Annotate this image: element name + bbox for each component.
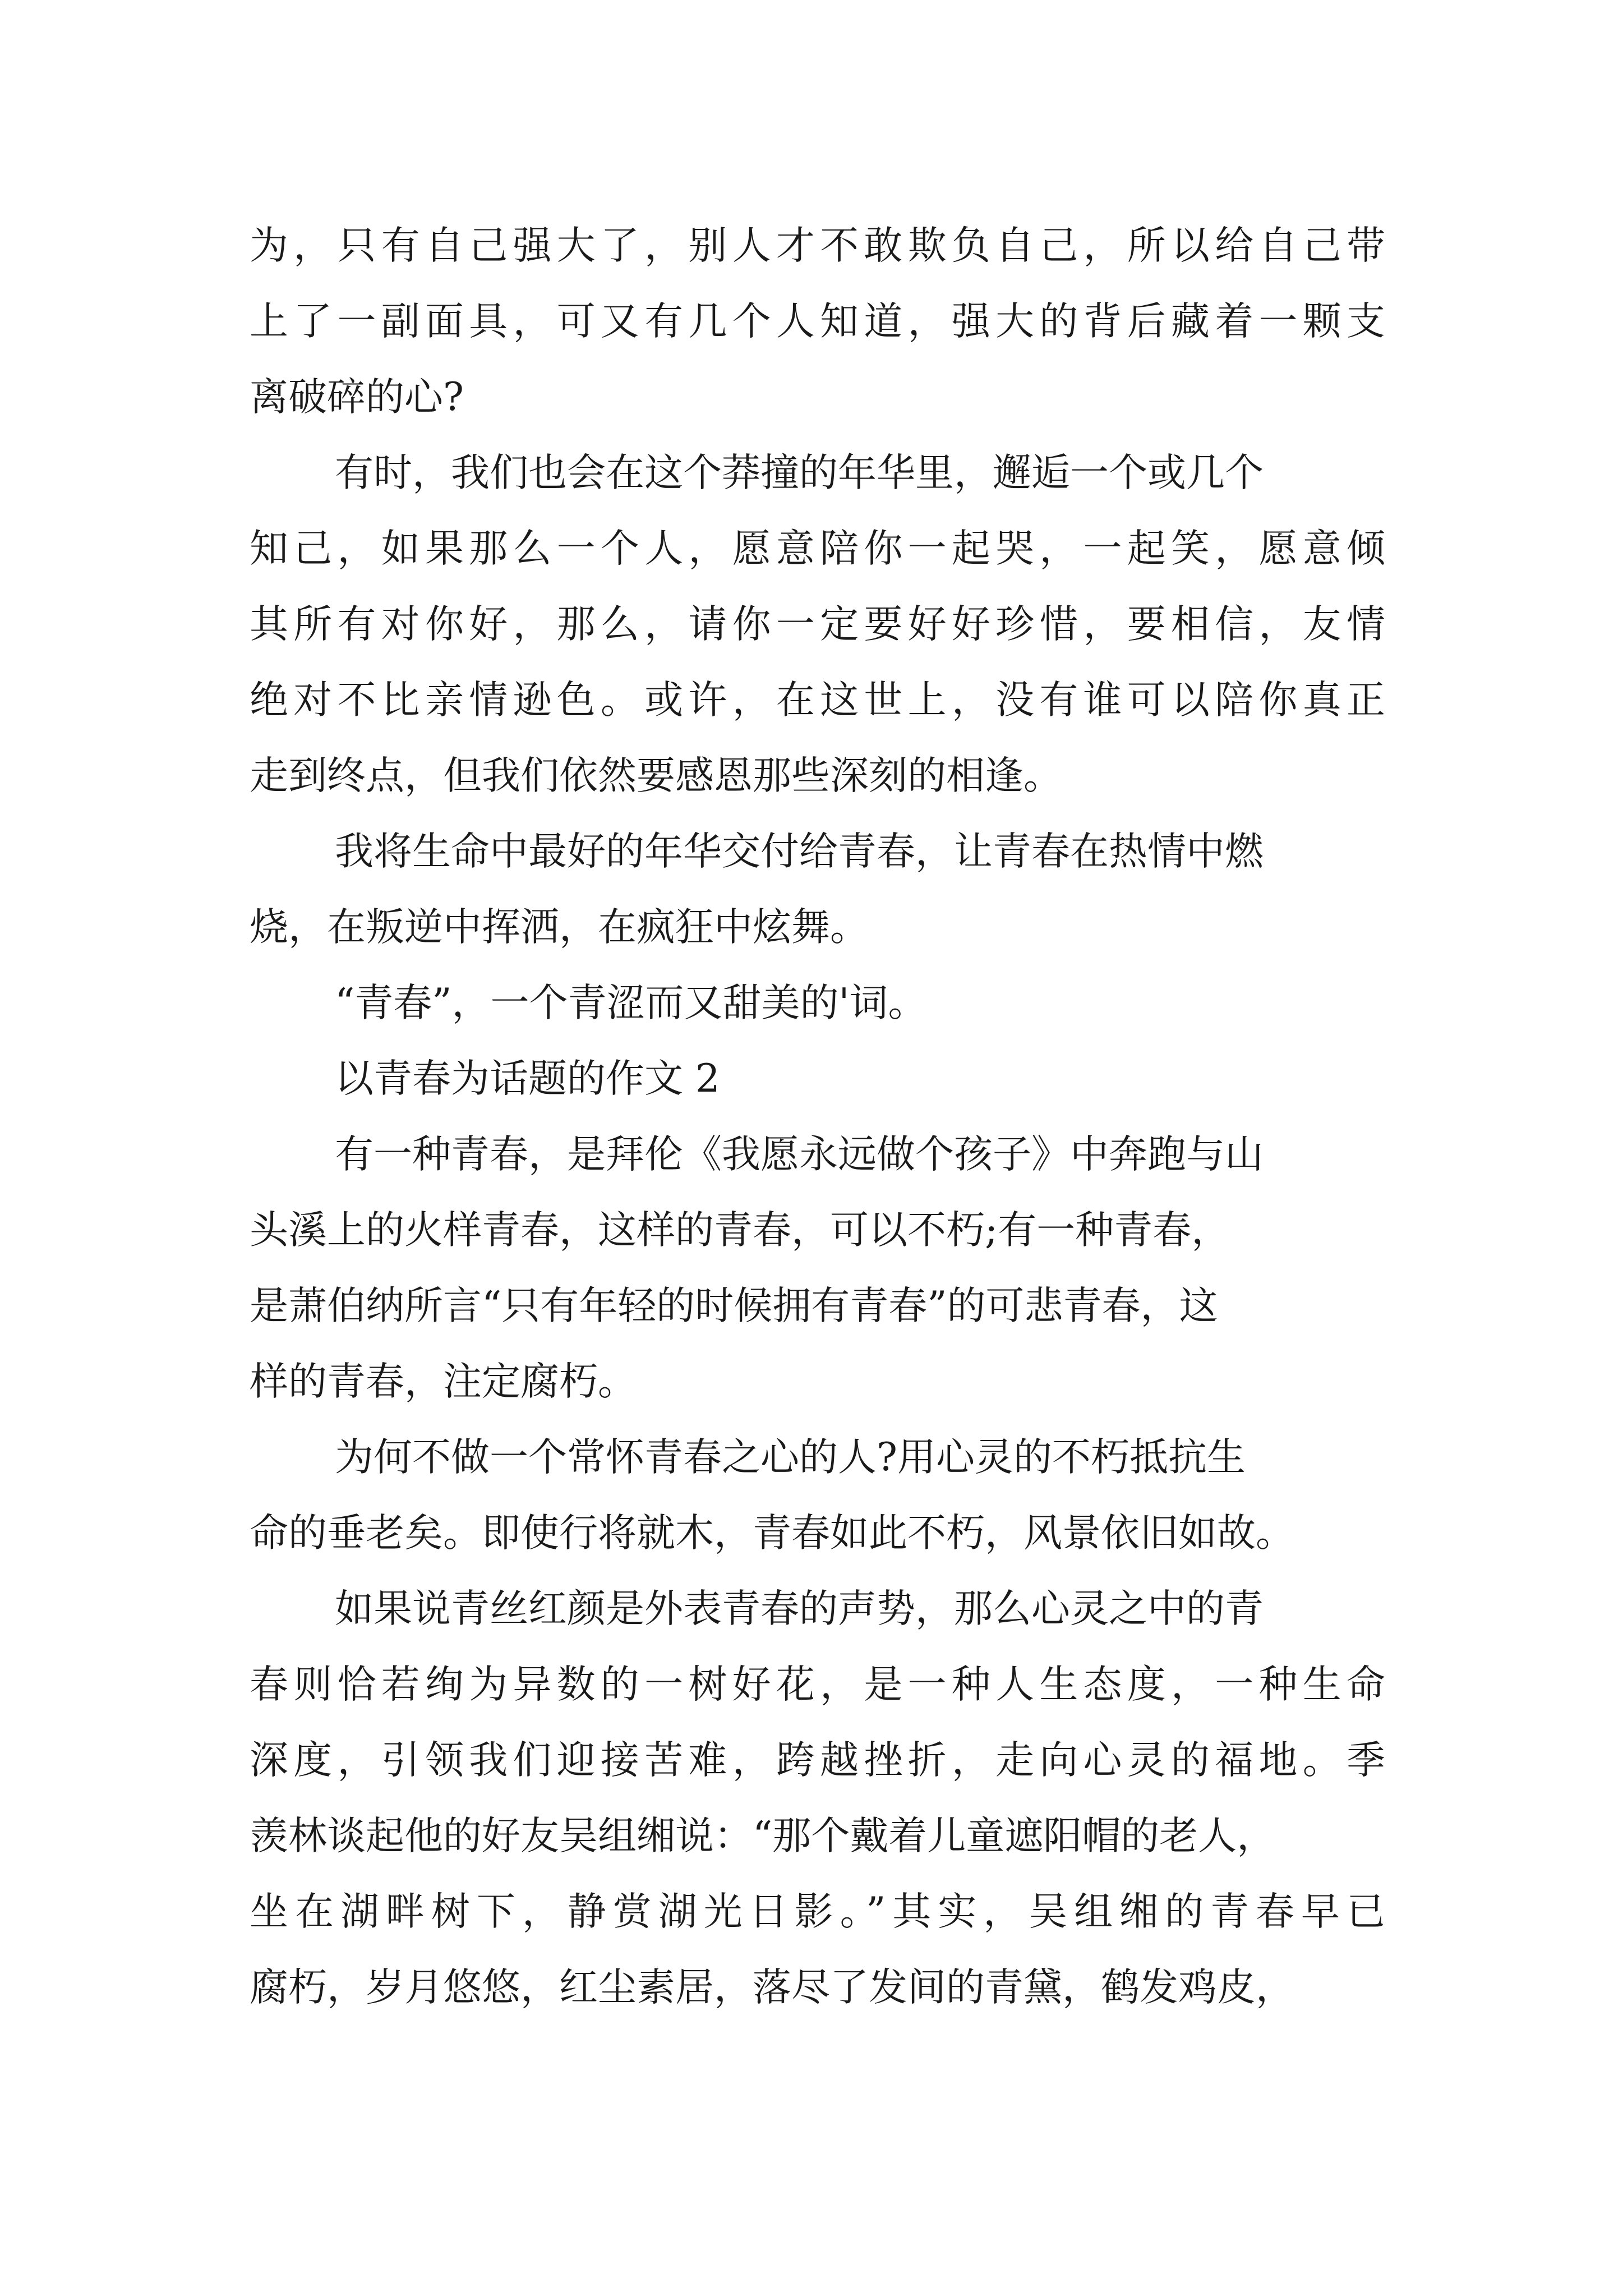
text-line: 样的青春，注定腐朽。 <box>250 1359 637 1404</box>
text-line: 坐在湖畔树下，静赏湖光日影。”其实，吴组缃的青春早已 <box>250 1889 1385 1934</box>
text-line: 腐朽，岁月悠悠，红尘素居，落尽了发间的青黛，鹤发鸡皮， <box>250 1965 1294 2010</box>
text-line: 头溪上的火样青春，这样的青春，可以不朽;有一种青春， <box>250 1208 1230 1253</box>
text-line: 如果说青丝红颜是外表青春的声势，那么心灵之中的青 <box>335 1586 1264 1631</box>
text-line: 有时，我们也会在这个莽撞的年华里，邂逅一个或几个 <box>335 450 1264 495</box>
section-heading: 以青春为话题的作文 2 <box>335 1056 720 1101</box>
text-line: 绝对不比亲情逊色。或许，在这世上，没有谁可以陪你真正 <box>250 678 1385 723</box>
text-line: 知己，如果那么一个人，愿意陪你一起哭，一起笑，愿意倾 <box>250 526 1385 571</box>
text-line: 上了一副面具，可又有几个人知道，强大的背后藏着一颗支 <box>250 299 1385 344</box>
text-line: 烧，在叛逆中挥洒，在疯狂中炫舞。 <box>250 905 869 950</box>
text-line: 命的垂老矣。即使行将就木，青春如此不朽，风景依旧如故。 <box>250 1511 1294 1556</box>
text-line: 为何不做一个常怀青春之心的人?用心灵的不朽抵抗生 <box>335 1435 1246 1480</box>
text-line: 走到终点，但我们依然要感恩那些深刻的相逢。 <box>250 753 1062 798</box>
text-line: “青春”，一个青涩而又甜美的'词。 <box>335 981 927 1025</box>
text-line: 春则恰若绚为异数的一树好花，是一种人生态度，一种生命 <box>250 1662 1385 1707</box>
text-line: 离破碎的心? <box>250 375 464 420</box>
text-line: 我将生命中最好的年华交付给青春，让青春在热情中燃 <box>335 829 1264 874</box>
text-line: 羡林谈起他的好友吴组缃说：“那个戴着儿童遮阳帽的老人， <box>250 1814 1276 1858</box>
text-line: 为，只有自己强大了，别人才不敢欺负自己，所以给自己带 <box>250 223 1385 268</box>
text-line: 有一种青春，是拜伦《我愿永远做个孩子》中奔跑与山 <box>335 1132 1264 1177</box>
text-line: 深度，引领我们迎接苦难，跨越挫折，走向心灵的福地。季 <box>250 1738 1385 1783</box>
text-line: 是萧伯纳所言“只有年轻的时候拥有青春”的可悲青春，这 <box>250 1283 1218 1328</box>
text-line: 其所有对你好，那么，请你一定要好好珍惜，要相信，友情 <box>250 602 1385 647</box>
